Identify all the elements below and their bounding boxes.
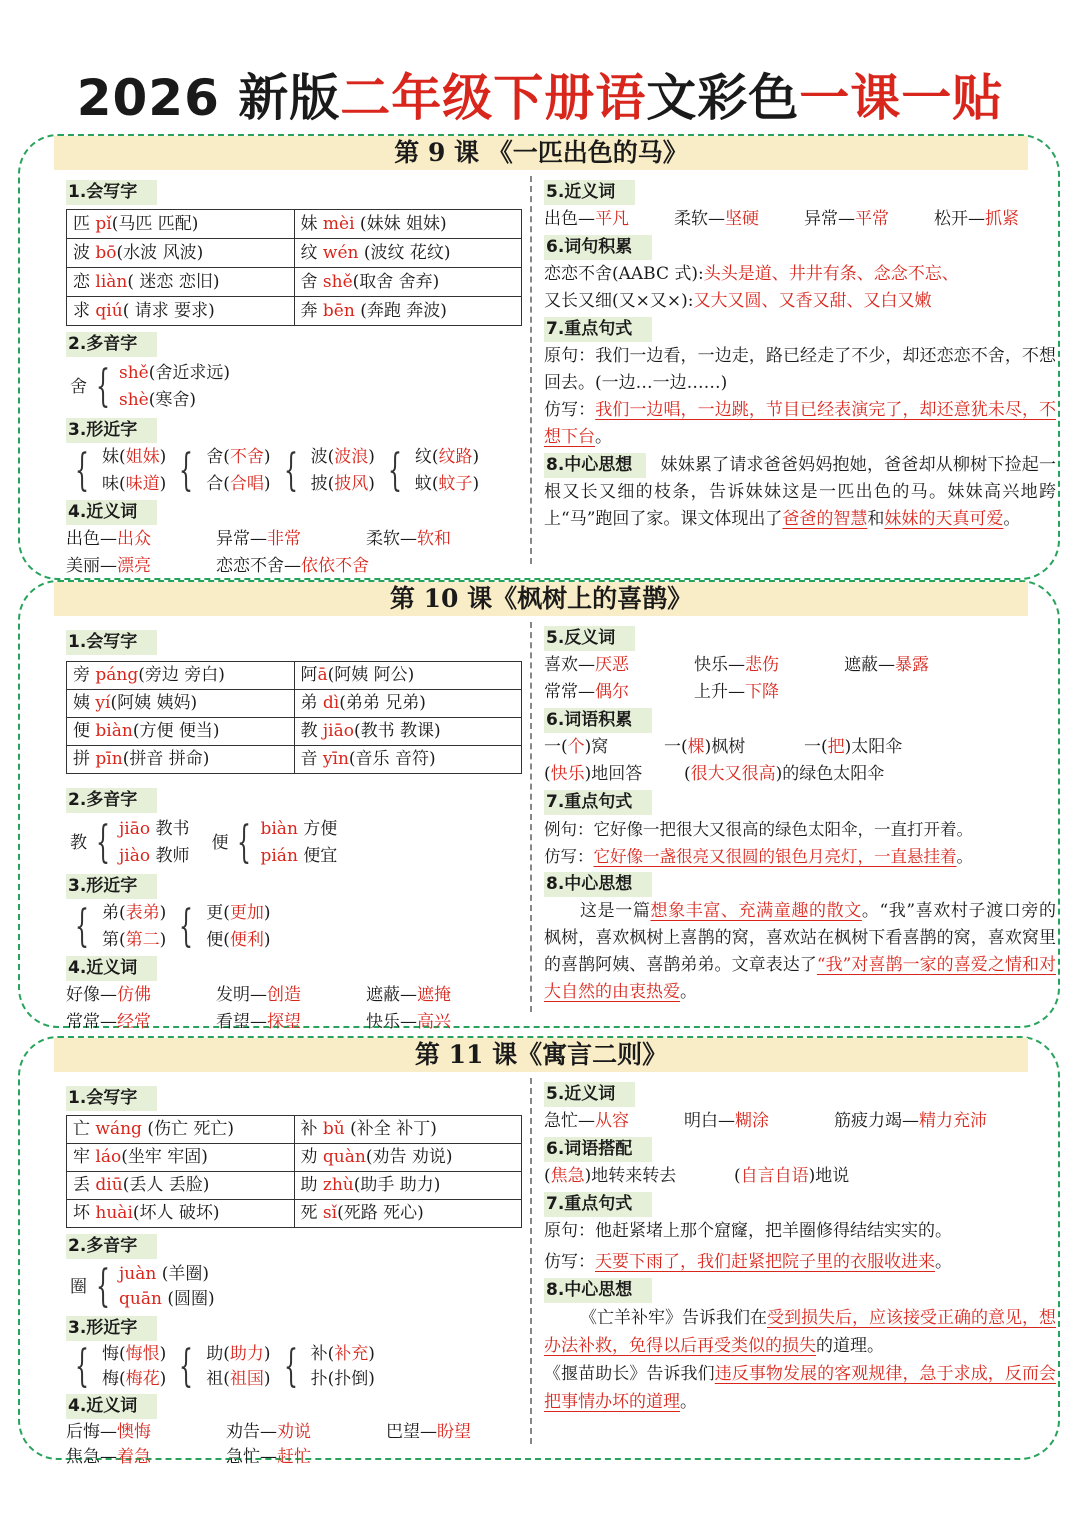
table-row: 恋 liàn( 迷恋 恋旧) 舍 shě(取舍 舍弃) [67, 268, 522, 297]
table-row: 匹 pǐ(马匹 匹配) 妹 mèi (妹妹 姐妹) [67, 210, 522, 239]
antonym-row: 喜欢—厌恶 快乐—悲伤 遮蔽—暴露 [544, 655, 929, 675]
imitation-sentence: 仿写：我们一边唱，一边跳，节目已经表演完了，却还意犹未尽，不想下台。 [544, 400, 1057, 447]
synonym-row: 常常—经常 看望—探望 快乐—高兴 [66, 1012, 451, 1032]
left-column [66, 178, 522, 580]
accumulation-line: (快乐)地回答 (很大又很高)的绿色太阳伞 [544, 764, 885, 784]
synonym-row: 出色—平凡 柔软—坚硬 异常—平常 松开—抓紧 [544, 209, 1019, 229]
writing-chars-table [66, 1115, 522, 1228]
central-idea: 《揠苗助长》告诉我们违反事物发展的客观规律，急于求成，反而会把事情办坏的道理。 [544, 1364, 1057, 1412]
right-column [544, 178, 1056, 533]
table-row: 拼 pīn(拼音 拼命) 音 yīn(音乐 音符) [67, 746, 522, 774]
section-header: 3.形近字 [66, 874, 157, 899]
polyphone-row [66, 814, 522, 872]
section-header: 5.近义词 [544, 1082, 635, 1107]
section-header: 3.形近字 [66, 1316, 157, 1341]
lesson-11-card [18, 1036, 1060, 1467]
antonym-row: 常常—偶尔 上升—下降 [544, 682, 779, 702]
table-row: 牢 láo(坐牢 牢固) 劝 quàn(劝告 劝说) [67, 1144, 522, 1172]
section-header: 1.会写字 [66, 180, 157, 205]
similar-chars-row: { 悔(悔恨) 梅(梅花) { 助(助力) 祖(祖国) { 补(补充) 扑(扑倒) [75, 1341, 375, 1392]
synonym-row: 出色—出众 异常—非常 柔软—软和 [66, 529, 451, 549]
table-row: 波 bō(水波 风波) 纹 wén (波纹 花纹) [67, 239, 522, 268]
synonym-row: 焦急—着急 急忙—赶忙 [66, 1447, 311, 1467]
section-header: 1.会写字 [66, 1086, 157, 1111]
collocation-row: (焦急)地转来转去 (自言自语)地说 [544, 1166, 850, 1186]
polyphone-group: 教 { jiāo 教书 jiào 教师 [70, 817, 190, 868]
page-title: 2026 新版二年级下册语文彩色一课一贴 [76, 69, 1004, 127]
section-header: 5.反义词 [544, 626, 635, 651]
section-header: 7.重点句式 [544, 1192, 652, 1217]
synonym-row: 好像—仿佛 发明—创造 遮蔽—遮掩 [66, 985, 451, 1005]
section-header: 7.重点句式 [544, 790, 652, 815]
lesson-title: 第 11 课《寓言二则》 [54, 1038, 1028, 1072]
original-sentence: 原句：我们一边看，一边走，路已经走了不少，却还恋恋不舍，不想回去。(一边…一边……) [544, 346, 1056, 393]
central-idea: 《亡羊补牢》告诉我们在受到损失后，应该接受正确的意见，想办法补救，免得以后再受类似的损失的道理。 [544, 1308, 1056, 1356]
synonym-row: 美丽—漂亮 恋恋不舍—依依不舍 [66, 556, 369, 576]
table-row: 求 qiú( 请求 要求) 奔 bēn (奔跑 奔波) [67, 297, 522, 326]
example-sentence: 例句：它好像一把很大又很高的绿色太阳伞，一直打开着。 [544, 820, 973, 839]
writing-chars-table [66, 661, 522, 774]
lesson-9-card [18, 134, 1060, 580]
writing-chars-table [66, 209, 522, 326]
section-header: 4.近义词 [66, 956, 157, 981]
similar-chars-row: { 妹(姐妹) 味(味道) { 舍(不舍) 合(合唱) { 波(波浪) 披(披风) { 纹(纹路) 蚊(蚊子) [75, 445, 480, 496]
left-column [66, 1084, 522, 1470]
polyphone-group: 便 { biàn 方便 pián 便宜 [211, 817, 338, 868]
column-divider [530, 176, 532, 564]
table-row: 亡 wáng (伤亡 死亡) 补 bǔ (补全 补丁) [67, 1116, 522, 1144]
central-idea: 8.中心思想 妹妹累了请求爸爸妈妈抱她，爸爸却从柳树下捡起一根又长又细的枝条，告诉妹妹这是一匹出色的马。妹妹高兴地跨上“马”跑回了家。课文体现出了爸爸的智慧和妹妹的天真可爱。 [544, 455, 1056, 529]
imitation-sentence: 仿写：天要下雨了，我们赶紧把院子里的衣服收进来。 [544, 1252, 952, 1272]
synonym-row: 后悔—懊悔 劝告—劝说 巴望—盼望 [66, 1422, 471, 1442]
section-header: 6.词句积累 [544, 235, 652, 260]
section-header: 8.中心思想 [544, 872, 652, 897]
column-divider [530, 622, 532, 1012]
table-row: 便 biàn(方便 便当) 教 jiāo(教书 教课) [67, 718, 522, 746]
lesson-title: 第 10 课《枫树上的喜鹊》 [54, 582, 1028, 616]
section-header: 2.多音字 [66, 788, 157, 813]
right-column [544, 624, 1056, 1006]
section-header: 5.近义词 [544, 180, 635, 205]
polyphone-group: 舍 { shě(舍近求远) shè(寒舍) [70, 361, 230, 412]
section-header: 4.近义词 [66, 1394, 157, 1419]
left-column [66, 628, 522, 1036]
section-header: 6.词语搭配 [544, 1137, 652, 1162]
section-header: 4.近义词 [66, 500, 157, 525]
similar-chars-row: { 弟(表弟) 第(第二) { 更(更加) 便(便利) [75, 901, 271, 952]
accumulation-line: 又长又细(又×又×):又大又圆、又香又甜、又白又嫩 [544, 291, 932, 311]
section-header: 2.多音字 [66, 1234, 157, 1259]
lesson-title: 第 9 课 《一匹出色的马》 [54, 136, 1028, 170]
synonym-row: 急忙—从容 明白—糊涂 筋疲力竭—精力充沛 [544, 1111, 987, 1131]
column-divider [530, 1078, 532, 1444]
imitation-sentence: 仿写：它好像一盏很亮又很圆的银色月亮灯，一直悬挂着。 [544, 847, 973, 866]
right-column [544, 1080, 1056, 1416]
table-row: 坏 huài(坏人 破坏) 死 sǐ(死路 死心) [67, 1200, 522, 1228]
section-header: 2.多音字 [66, 332, 157, 357]
section-header: 1.会写字 [66, 630, 157, 655]
table-row: 丢 diū(丢人 丢脸) 助 zhù(助手 助力) [67, 1172, 522, 1200]
original-sentence: 原句：他赶紧堵上那个窟窿，把羊圈修得结结实实的。 [544, 1221, 952, 1241]
central-idea: 这是一篇想象丰富、充满童趣的散文。“我”喜欢村子渡口旁的枫树，喜欢枫树上喜鹊的窝，喜欢站在枫树下看喜鹊的窝，喜欢窝里的喜鹊阿姨、喜鹊弟弟。文章表达了“我”对喜鹊一家的喜爱之情和对大自然的由衷热爱。 [544, 901, 1057, 1002]
section-header: 8.中心思想 [544, 1278, 652, 1303]
section-header: 3.形近字 [66, 418, 157, 443]
lesson-10-card [18, 580, 1060, 1032]
section-header: 7.重点句式 [544, 317, 652, 342]
section-header: 6.词语积累 [544, 708, 652, 733]
table-row: 旁 páng(旁边 旁白) 阿ā(阿姨 阿公) [67, 662, 522, 690]
accumulation-line: 恋恋不舍(AABC 式):头头是道、井井有条、念念不忘、 [544, 264, 959, 284]
accumulation-line: 一(个)窝 一(棵)枫树 一(把)太阳伞 [544, 737, 903, 757]
table-row: 姨 yí(阿姨 姨妈) 弟 dì(弟弟 兄弟) [67, 690, 522, 718]
polyphone-group: 圈 { juàn (羊圈) quān (圆圈) [70, 1261, 215, 1312]
